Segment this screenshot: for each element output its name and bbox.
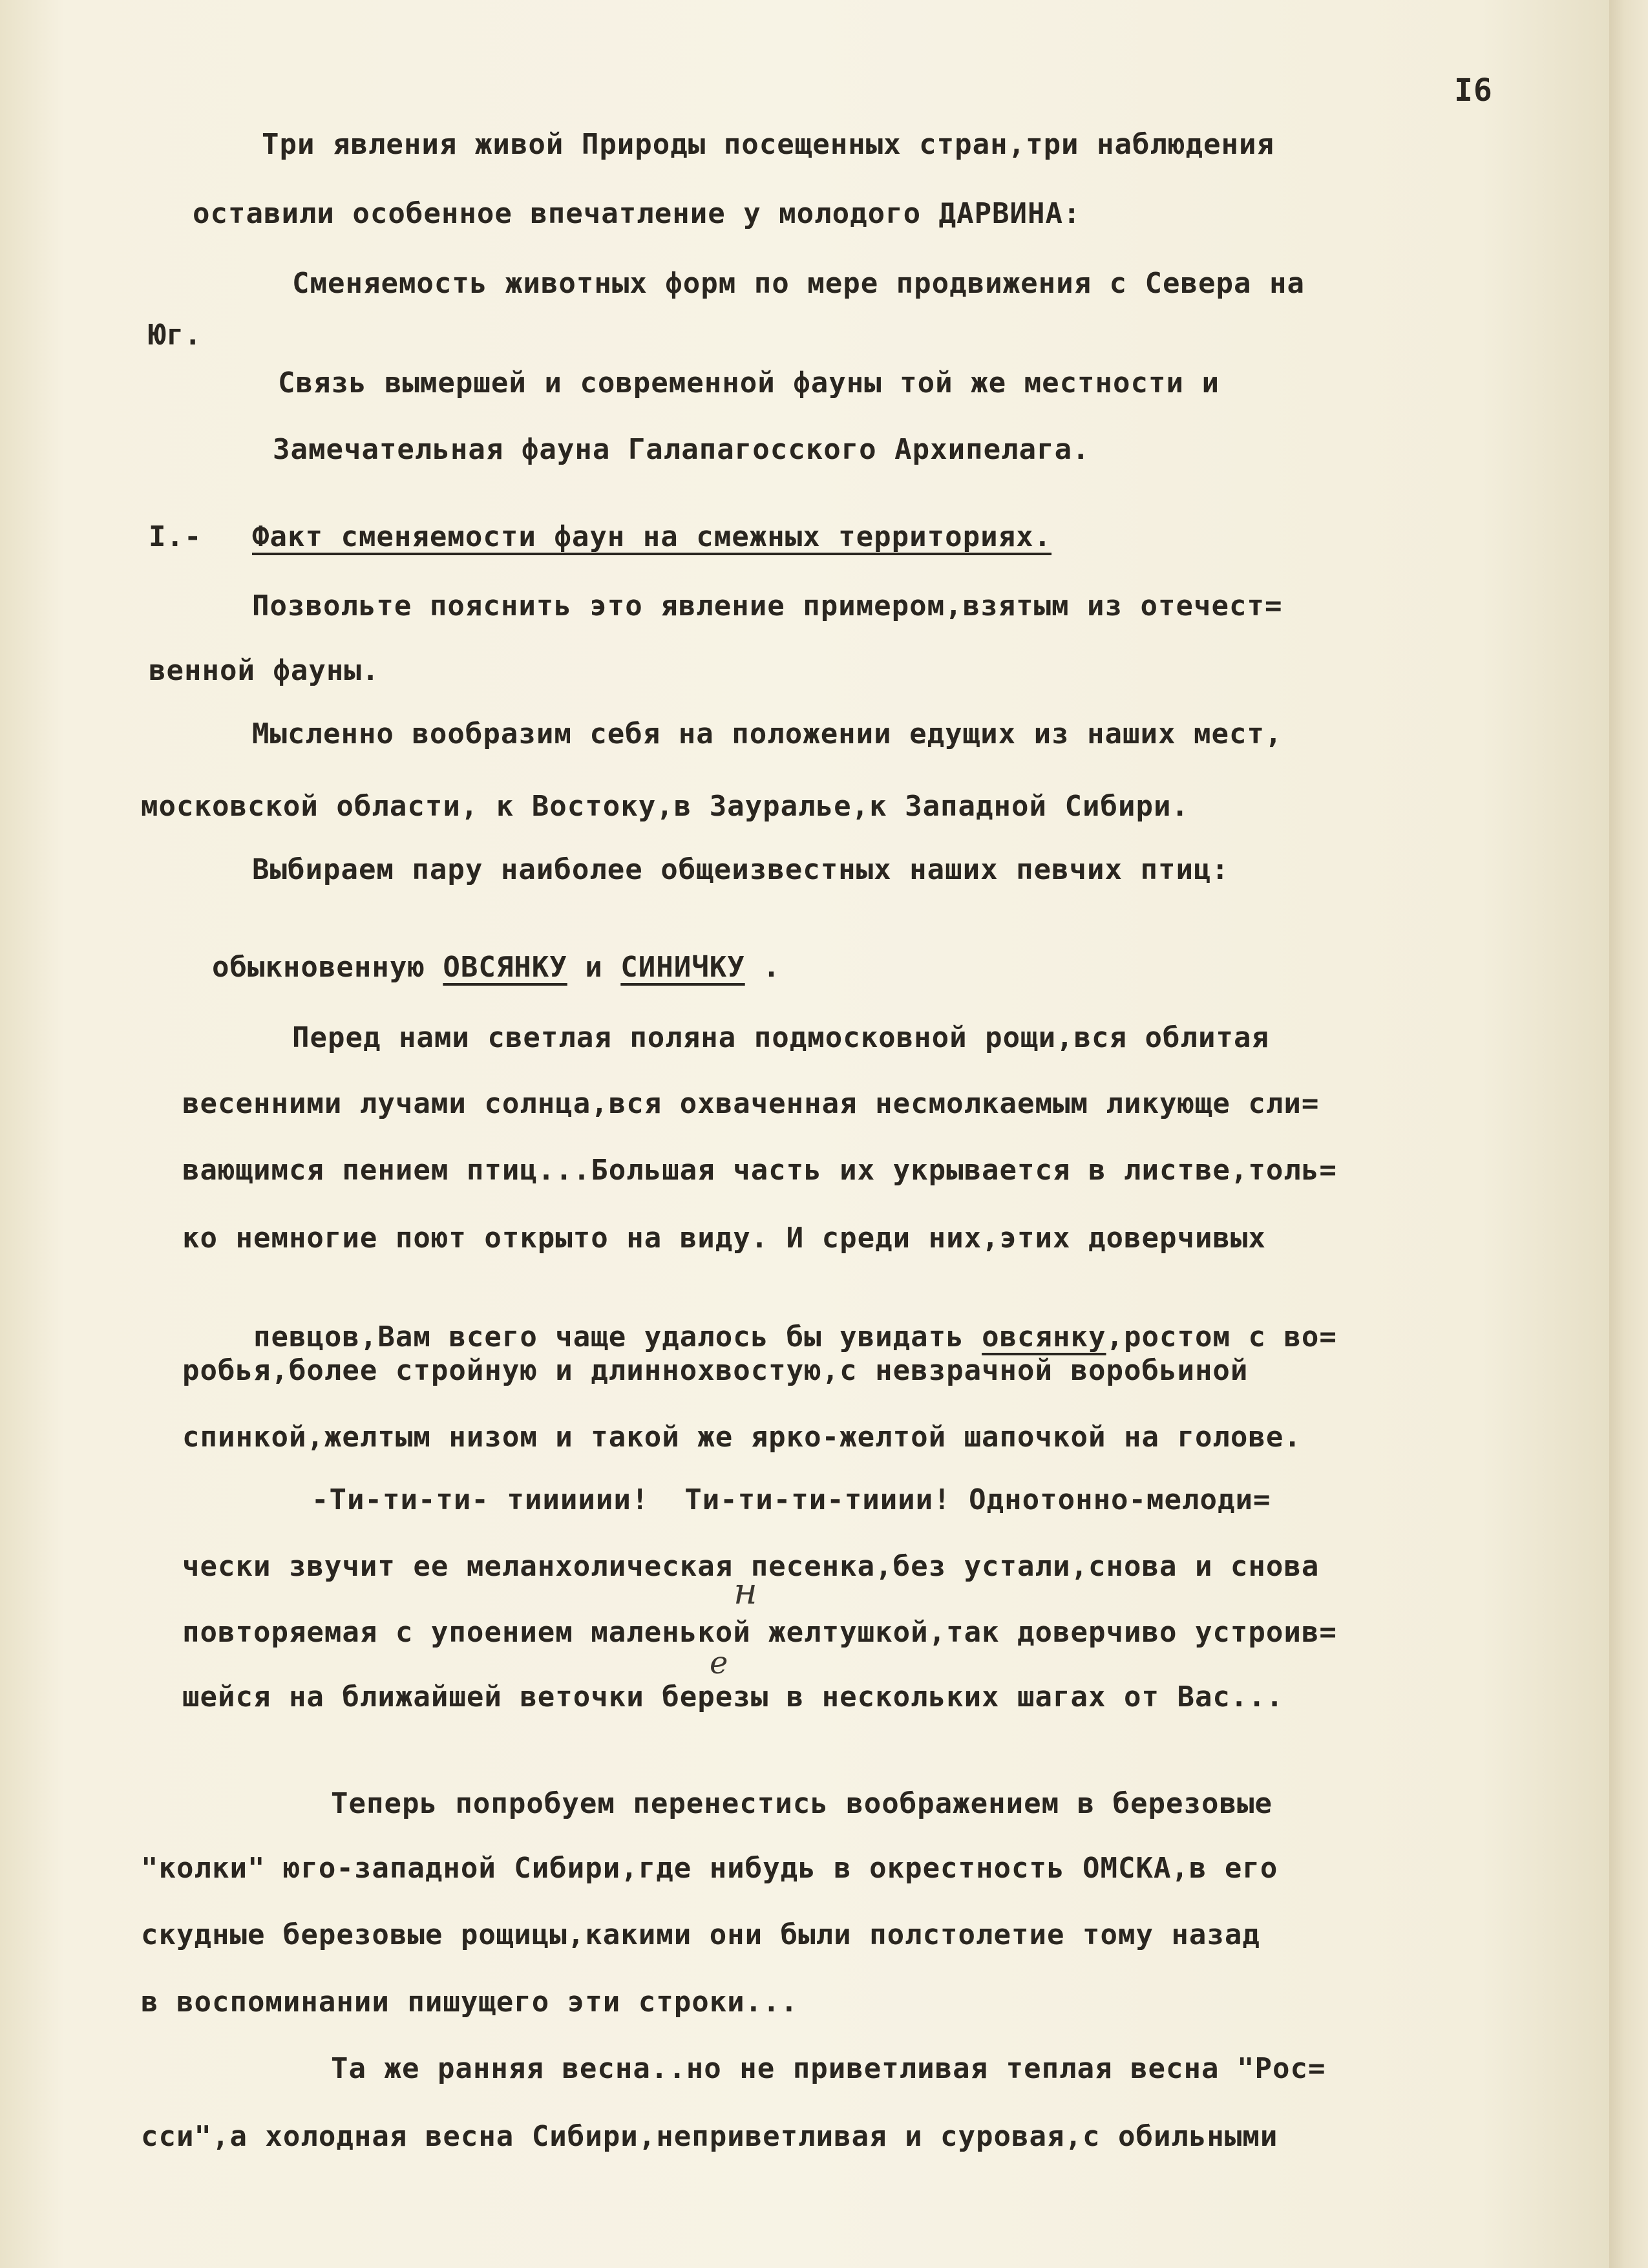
text-line: Та же ранняя весна..но не приветливая теплая весна "Рос= <box>331 2052 1326 2085</box>
underlined-word: СИНИЧКУ <box>620 951 745 984</box>
text-run: ,ростом с во= <box>1106 1320 1337 1353</box>
text-line: робья,более стройную и длиннохвостую,с невзрачной воробьиной <box>182 1354 1249 1387</box>
underlined-word: овсянку <box>982 1320 1106 1353</box>
text-line: шейся на ближайшей веточки березы в нескольких шагах от Вас... <box>182 1680 1284 1713</box>
text-run: певцов,Вам всего чаще удалось бы увидать <box>253 1320 982 1353</box>
text-line: "колки" юго-западной Сибири,где нибудь в окрестность ОМСКА,в его <box>141 1852 1278 1885</box>
text-line: Связь вымершей и современной фауны той же местности и <box>278 366 1220 399</box>
section-heading: Факт сменяемости фаун на смежных территориях. <box>252 520 1052 553</box>
text-line: в воспоминании пишущего эти строки... <box>141 1986 799 2019</box>
text-line: Позвольте пояснить это явление примером,взятым из отечест= <box>252 589 1283 622</box>
text-line: Три явления живой Природы посещенных стран,три наблюдения <box>262 128 1274 161</box>
text-line: ко немногие поют открыто на виду. И среди них,этих доверчивых <box>182 1222 1266 1255</box>
text-line: повторяемая с упоением маленькой желтушкой,так доверчиво устроив= <box>182 1616 1337 1649</box>
text-line <box>141 918 781 1017</box>
text-line: оставили особенное впечатление у молодого ДАРВИНА: <box>193 197 1081 230</box>
text-line: венной фауны. <box>149 654 380 687</box>
text-line: Сменяемость животных форм по мере продвижения с Севера на <box>292 267 1305 300</box>
text-line: весенними лучами солнца,вся охваченная несмолкаемым ликующе сли= <box>182 1087 1320 1120</box>
text-line: Юг. <box>149 319 202 352</box>
text-line: -Ти-ти-ти- тииииии! Ти-ти-ти-тииии! Однотонно-мелоди= <box>312 1483 1271 1516</box>
text-line: чески звучит ее меланхолическая песенка,без устали,снова и снова <box>182 1550 1320 1583</box>
text-line: Теперь попробуем перенестись воображением в березовые <box>331 1787 1273 1820</box>
page-number: I6 <box>1454 72 1493 109</box>
text-run: обыкновенную <box>211 951 443 984</box>
text-line: спинкой,желтым низом и такой же ярко-желтой шапочкой на голове. <box>182 1421 1302 1454</box>
text-run: . <box>745 951 781 984</box>
underlined-word: ОВСЯНКУ <box>443 951 567 984</box>
text-line: сси",а холодная весна Сибири,неприветливая и суровая,с обильными <box>141 2120 1278 2153</box>
text-line: Перед нами светлая поляна подмосковной рощи,вся облитая <box>292 1021 1269 1054</box>
section-number: I.- <box>149 520 202 553</box>
text-line: Выбираем пару наиболее общеизвестных наших певчих птиц: <box>252 853 1229 886</box>
text-line: вающимся пением птиц...Большая часть их укрывается в листве,толь= <box>182 1154 1337 1187</box>
text-line: московской области, к Востоку,в Зауралье,к Западной Сибири. <box>141 790 1189 823</box>
handwritten-correction: н <box>734 1571 758 1613</box>
paper-edge <box>1609 0 1648 2268</box>
text-line: Замечательная фауна Галапагосского Архипелага. <box>273 433 1090 466</box>
text-run: и <box>567 951 621 984</box>
handwritten-correction: е <box>710 1645 729 1681</box>
text-line: Мысленно вообразим себя на положении едущих из наших мест, <box>252 717 1283 750</box>
text-line: скудные березовые рощицы,какими они были полстолетие тому назад <box>141 1918 1260 1951</box>
